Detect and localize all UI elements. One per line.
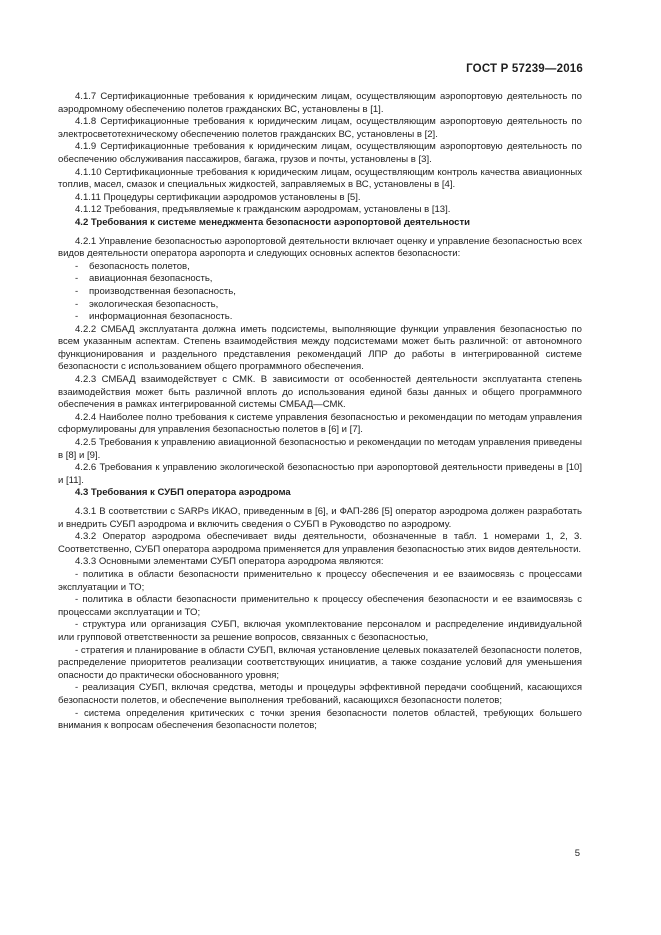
- paragraph-4-1-8: 4.1.8 Сертификационные требования к юридическим лицам, осуществляющим аэропортовую деятельность по электросветотехническому обеспечению полетов гражданских ВС, установлены в [2].: [58, 116, 582, 140]
- page-number: 5: [574, 848, 580, 859]
- list-item: - структура или организация СУБП, включая укомплектование персоналом и распределение индивидуальной или групповой ответственности за решение вопросов, связанных с безопасностью,: [58, 619, 582, 643]
- standard-code: ГОСТ Р 57239—2016: [466, 63, 583, 75]
- list-item: - безопасность полетов,: [75, 260, 190, 272]
- list-item: - экологическая безопасность,: [75, 298, 219, 310]
- paragraph-4-1-10: 4.1.10 Сертификационные требования к юридическим лицам, осуществляющим контроль качества авиационных топлив, масел, смазок и специальных жидкостей, заправляемых в ВС, установлены в [4].: [58, 166, 582, 191]
- page-body: [58, 91, 582, 733]
- paragraph-4-1-11: 4.1.11 Процедуры сертификации аэродромов установлены в [5].: [75, 191, 361, 203]
- list-item: - реализация СУБП, включая средства, методы и процедуры эффективной передачи сообщений, касающихся безопасности полетов, и обеспечение выполнения требований, касающихся безопасности полетов;: [58, 682, 582, 706]
- paragraph-4-1-7: 4.1.7 Сертификационные требования к юридическим лицам, осуществляющим аэропортовую деятельность по аэродромному обеспечению полетов гражданских ВС, установлены в [1].: [58, 91, 582, 115]
- paragraph-4-1-9: 4.1.9 Сертификационные требования к юридическим лицам, осуществляющим аэропортовую деятельность по обеспечению обслуживания пассажиров, багажа, грузов и почты, установлены в [3].: [58, 141, 582, 165]
- list-item: - политика в области безопасности применительно к процессу обеспечения и ее взаимосвязь с процессами эксплуатации и ТО;: [58, 568, 582, 593]
- list-item: - информационная безопасность.: [75, 311, 233, 323]
- paragraph-4-1-12: 4.1.12 Требования, предъявляемые к гражданским аэродромам, установлены в [13].: [75, 204, 451, 216]
- paragraph-4-2-2: 4.2.2 СМБАД эксплуатанта должна иметь подсистемы, выполняющие функции управления безопасностью по всем указанным аспектам. Степень взаимодействия между подсистемами может быть различной: от автономного функционирования и раздельного представления рекомендаций ЛПР до работы в интегрированной системе безопасности с использованием общего программного обеспечения.: [58, 323, 582, 373]
- list-item: - авиационная безопасность,: [75, 273, 213, 285]
- paragraph-4-3-1: 4.3.1 В соответствии с SARPs ИКАО, приведенным в [6], и ФАП-286 [5] оператор аэродрома должен разработать и внедрить СУБП аэродрома и включить сведения о СУБП в Руководство по аэродрому.: [58, 506, 582, 530]
- paragraph-4-2-1: 4.2.1 Управление безопасностью аэропортовой деятельности включает оценку и управление безопасностью всех видов деятельности оператора аэропорта и следующих основных аспектов безопасности:: [58, 235, 582, 260]
- paragraph-4-2-3: 4.2.3 СМБАД взаимодействует с СМК. В зависимости от особенностей деятельности эксплуатанта степень взаимодействия может быть различной вплоть до использования единой базы данных и общего программного обеспечения в рамках интегрированной системы СМБАД—СМК.: [58, 374, 582, 411]
- paragraph-4-2-6: 4.2.6 Требования к управлению экологической безопасностью при аэропортовой деятельности приведены в [10] и [11].: [58, 462, 582, 486]
- list-item: - система определения критических с точки зрения безопасности полетов областей, требующих большего внимания к вопросам обеспечения безопасности полетов;: [58, 707, 582, 732]
- list-item: - производственная безопасность,: [75, 285, 236, 297]
- paragraph-4-3-3: 4.3.3 Основными элементами СУБП оператора аэродрома являются:: [75, 556, 384, 568]
- section-heading-4-2: 4.2 Требования к системе менеджмента безопасности аэропортовой деятельности: [75, 216, 471, 228]
- paragraph-4-2-4: 4.2.4 Наиболее полно требования к системе управления безопасностью и рекомендации по методам управления сформулированы для управления безопасностью полетов в [6] и [7].: [58, 411, 582, 436]
- list-item: - стратегия и планирование в области СУБП, включая установление целевых показателей безопасности полетов, распределение приоритетов реализации соответствующих инициатив, а также создание условий для уменьшения опасности до практически обоснованного уровня;: [58, 644, 582, 681]
- section-heading-4-3: 4.3 Требования к СУБП оператора аэродрома: [75, 487, 291, 499]
- paragraph-4-2-5: 4.2.5 Требования к управлению авиационной безопасностью и рекомендации по методам управления приведены в [8] и [9].: [58, 437, 582, 461]
- paragraph-4-3-2: 4.3.2 Оператор аэродрома обеспечивает виды деятельности, обозначенные в табл. 1 номерами 1, 2, 3. Соответственно, СУБП оператора аэродрома применяется для управления безопасностью этих видов деятельности.: [58, 531, 582, 555]
- list-item: - политика в области безопасности применительно к процессу обеспечения безопасности и ее взаимосвязь с процессами эксплуатации и ТО;: [58, 594, 582, 618]
